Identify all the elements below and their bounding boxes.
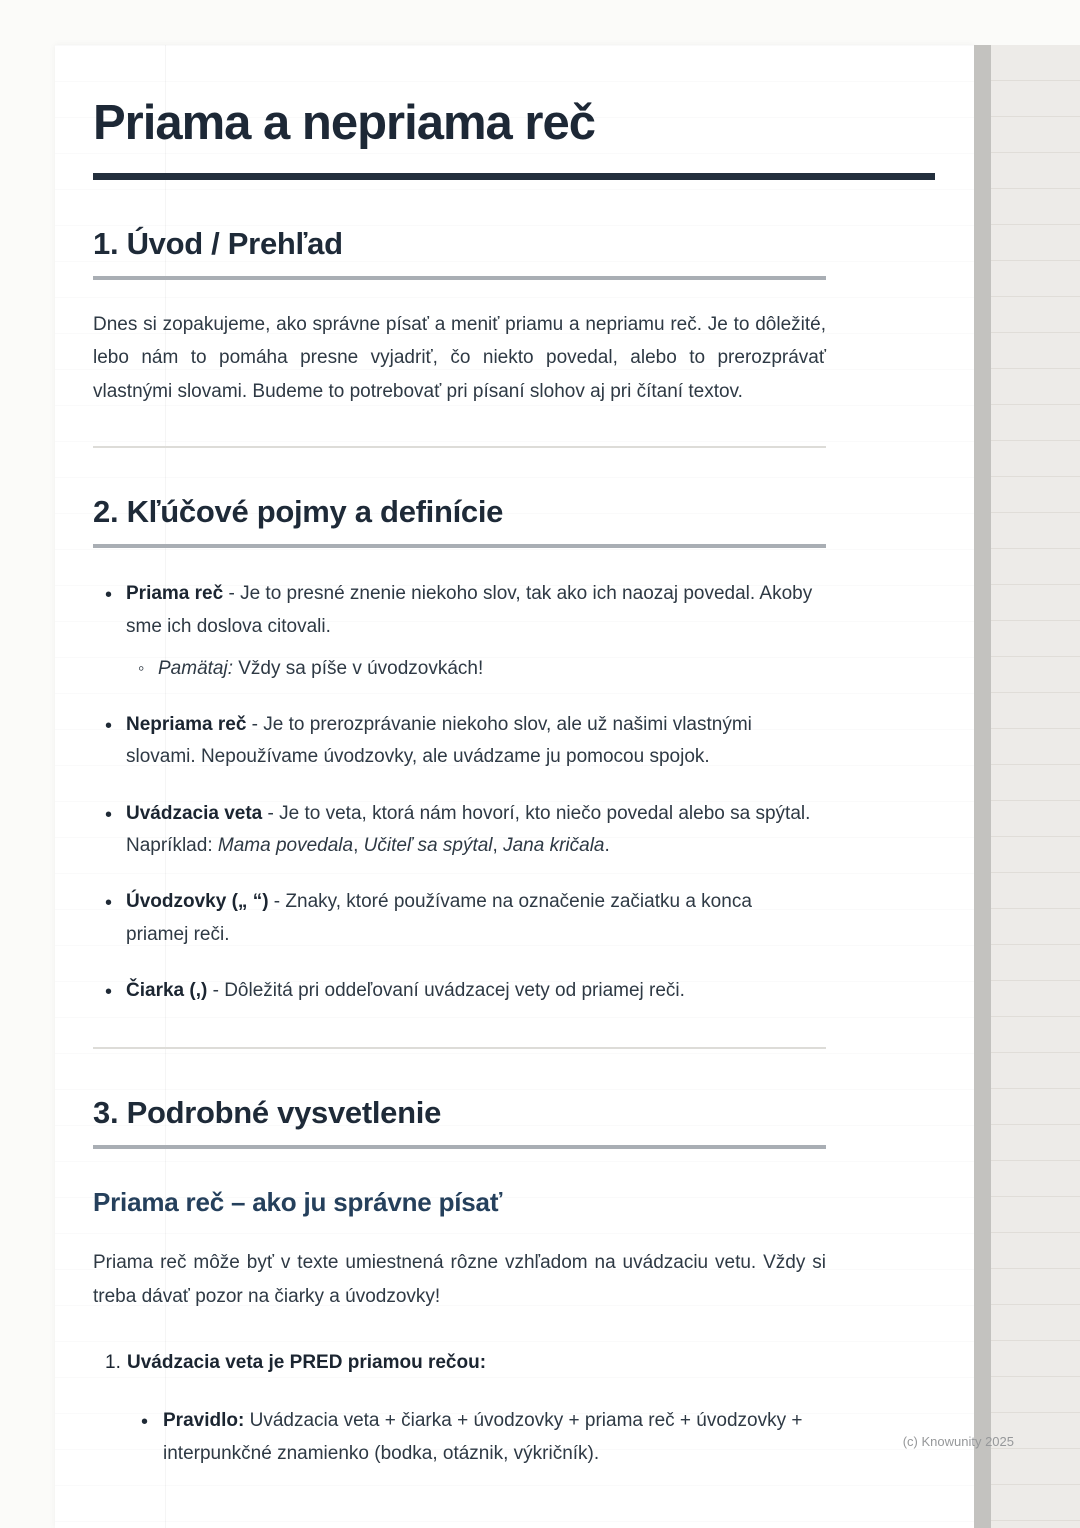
note-text (158, 653, 814, 685)
definition-text (126, 975, 814, 1007)
section-1-heading: 1. Úvod / Prehľad (93, 225, 343, 261)
bullet-icon (105, 886, 126, 920)
circle-bullet-icon (138, 653, 158, 685)
bullet-icon (105, 798, 126, 832)
section-1-paragraph: Dnes si zopakujeme, ako správne písať a meniť priamu a nepriamu reč. Je to dôležité, lebo nám to pomáha presne vyjadriť, čo niekto povedal, alebo to prerozprávať vlastnými slovami. Budeme to potrebovať pri písaní slohov aj pri čítaní textov. (93, 313, 826, 402)
numbered-item-body (127, 1347, 814, 1470)
rule-detail-body (163, 1405, 814, 1470)
section-2-heading: 2. Kľúčové pojmy a definície (93, 494, 504, 530)
title-underline (93, 173, 935, 180)
example-3: Jana kričala (503, 834, 605, 856)
subsection-paragraph: Priama reč môže byť v texte umiestnená rôzne vzhľadom na uvádzaciu vetu. Vždy si treba dávať pozor na čiarky a úvodzovky! (93, 1252, 826, 1307)
definition-rest: - Dôležitá pri oddeľovaní uvádzacej vety od priamej reči. (207, 979, 685, 1001)
definition-rest: - Je to presné znenie niekoho slov, tak ako ich naozaj povedal. Akoby sme ich doslova citovali. (126, 583, 813, 637)
rule-text (163, 1405, 814, 1470)
example-2: Učiteľ sa spýtal (363, 834, 493, 856)
rule-detail-list (127, 1405, 814, 1470)
rules-numbered-list (93, 1347, 814, 1470)
list-item-body (126, 798, 814, 863)
term-uvodzovky: Úvodzovky („ “) (126, 891, 269, 913)
term-ciarka: Čiarka (,) (126, 979, 208, 1001)
page-title: Priama a nepriama reč (93, 96, 595, 150)
section-3-heading: 3. Podrobné vysvetlenie (93, 1095, 442, 1131)
section-divider (93, 446, 826, 448)
definitions-list (93, 578, 814, 1009)
definition-rest: - Znaky, ktoré používame na označenie začiatku a konca priamej reči. (126, 891, 752, 945)
example-1: Mama povedala (217, 834, 354, 856)
section-pojmy (93, 494, 826, 1009)
definition-text (126, 709, 814, 774)
section-2-underline (93, 544, 826, 548)
note-rest: Vždy sa píše v úvodzovkách! (232, 657, 484, 679)
scrollbar[interactable] (974, 45, 991, 1528)
bullet-icon (105, 709, 126, 743)
example-separator: , (353, 834, 364, 856)
section-3-underline (93, 1145, 826, 1149)
numbered-item-1 (105, 1347, 814, 1470)
section-1-underline (93, 276, 826, 280)
example-separator: , (492, 834, 504, 856)
document-page (55, 45, 974, 1528)
list-item-body (126, 578, 814, 685)
definition-text (126, 798, 814, 863)
sub-list (126, 653, 814, 685)
list-item-body (126, 975, 814, 1007)
section-divider (93, 1047, 826, 1049)
rule-position-label: Uvádzacia veta je PRED priamou rečou: (127, 1352, 487, 1374)
list-item-ciarka (105, 975, 814, 1009)
definition-rest: - Je to veta, ktorá nám hovorí, kto niečo povedal alebo sa spýtal. Napríklad: (126, 802, 811, 856)
page-right-margin (991, 45, 1080, 1528)
definition-text (126, 886, 814, 951)
list-item-priama-rec (105, 578, 814, 685)
bullet-icon (105, 975, 126, 1009)
bullet-icon (105, 578, 126, 612)
term-nepriama-rec: Nepriama reč (126, 714, 247, 736)
list-item-body (126, 886, 814, 951)
definition-text (126, 578, 814, 643)
note-lead-italic: Pamätaj: (158, 657, 233, 679)
item-number: 1. (105, 1352, 121, 1374)
section-uvod (93, 226, 826, 408)
list-item-uvadzacia-veta (105, 798, 814, 863)
list-item-body (126, 709, 814, 774)
definition-rest: - Je to prerozprávanie niekoho slov, ale už našimi vlastnými slovami. Nepoužívame úvodzovky, ale uvádzame ju pomocou spojok. (126, 714, 752, 768)
sub-list-item-pamataj (138, 653, 814, 685)
list-item-uvodzovky (105, 886, 814, 951)
rule-lead: Pravidlo: (163, 1410, 245, 1432)
subsection-heading: Priama reč – ako ju správne písať (93, 1187, 503, 1218)
sub-item-body (158, 653, 814, 685)
list-item-nepriama-rec (105, 709, 814, 774)
numbered-item-label (127, 1347, 814, 1379)
sentence-end: . (604, 834, 610, 856)
rule-detail-item (141, 1405, 814, 1470)
watermark-credit: (c) Knowunity 2025 (902, 1434, 1014, 1449)
term-priama-rec: Priama reč (126, 583, 224, 605)
document-content (55, 45, 826, 1470)
bullet-icon (141, 1405, 163, 1439)
section-vysvetlenie (93, 1095, 826, 1470)
rule-rest: Uvádzacia veta + čiarka + úvodzovky + priama reč + úvodzovky + interpunkčné znamienko (bodka, otáznik, výkričník). (163, 1410, 803, 1464)
term-uvadzacia-veta: Uvádzacia veta (126, 802, 263, 824)
